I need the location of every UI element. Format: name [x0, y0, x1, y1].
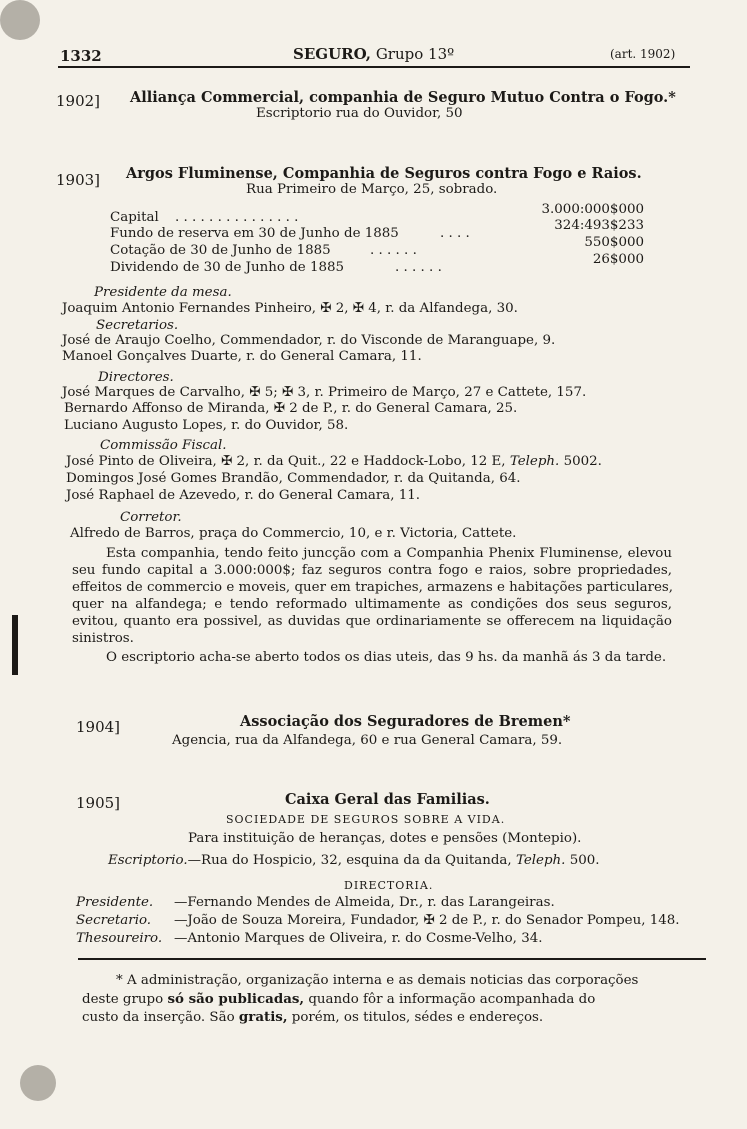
finance-value: 3.000:000$000	[541, 202, 644, 217]
officer-text: —Antonio Marques de Oliveira, r. do Cosme-Velho, 34.	[174, 931, 543, 946]
entry-name: Associação dos Seguradores de Bremen*	[240, 713, 571, 730]
office-hours: O escriptorio acha-se aberto todos os dias uteis, das 9 hs. da manhã ás 3 da tarde.	[106, 650, 667, 665]
entry-address: Escriptorio rua do Ouvidor, 50	[256, 106, 463, 121]
secretario-line: José de Araujo Coelho, Commendador, r. do Visconde de Maranguape, 9.	[62, 333, 556, 348]
section-heading-directores: Directores.	[98, 370, 174, 385]
finance-label: Fundo de reserva em 30 de Junho de 1885	[110, 226, 399, 241]
entry-number: 1904]	[76, 718, 121, 736]
finance-value: 26$000	[592, 252, 644, 267]
entry-name: Caixa Geral das Familias.	[285, 791, 490, 808]
officer-text: —João de Souza Moreira, Fundador, ✠ 2 de P., r. do Senador Pompeu, 148.	[174, 913, 680, 928]
ink-stain-bottom-left	[20, 1065, 56, 1101]
section-heading-presidente: Presidente da mesa.	[94, 285, 232, 300]
margin-mark	[12, 615, 18, 675]
secretario-line: Manoel Gonçalves Duarte, r. do General Camara, 11.	[62, 349, 422, 364]
finance-label: Dividendo de 30 de Junho de 1885	[110, 260, 345, 275]
entry-address: Rua Primeiro de Março, 25, sobrado.	[246, 182, 498, 197]
entry-office: Escriptorio.—Rua do Hospicio, 32, esquina da da Quitanda, Teleph. 500.	[108, 853, 600, 868]
officer-text: —Fernando Mendes de Almeida, Dr., r. das Larangeiras.	[174, 895, 555, 910]
director-line: Luciano Augusto Lopes, r. do Ouvidor, 58.	[64, 418, 349, 433]
page-number: 1332	[60, 47, 102, 65]
director-line: Bernardo Affonso de Miranda, ✠ 2 de P., r. do General Camara, 25.	[64, 401, 518, 416]
entry-subtitle: SOCIEDADE DE SEGUROS SOBRE A VIDA.	[226, 813, 506, 826]
officer-role: Presidente.	[76, 895, 154, 910]
finance-value: 550$000	[584, 235, 644, 250]
entry-name: Alliança Commercial, companhia de Seguro Mutuo Contra o Fogo.*	[130, 89, 676, 106]
finance-leader: . . . . . . . . . . . . . . .	[175, 210, 299, 225]
footnote-line: custo da inserção. São gratis, porém, os titulos, sédes e endereços.	[82, 1009, 544, 1025]
corretor-line: Alfredo de Barros, praça do Commercio, 10, e r. Victoria, Cattete.	[70, 526, 517, 541]
commissao-line: Domingos José Gomes Brandão, Commendador, r. da Quitanda, 64.	[66, 471, 521, 486]
section-heading-commissao: Commissão Fiscal.	[100, 438, 227, 453]
footnote-line: deste grupo só são publicadas, quando fôr a informação acompanhada do	[82, 991, 596, 1007]
commissao-line: José Raphael de Azevedo, r. do General Camara, 11.	[66, 488, 421, 503]
paragraph-line: quer na alfandega; e tendo reformado ultimamente as condições dos seus seguros,	[72, 597, 672, 612]
presidente-line: Joaquim Antonio Fernandes Pinheiro, ✠ 2, ✠ 4, r. da Alfandega, 30.	[62, 301, 518, 316]
section-heading-directoria: DIRECTORIA.	[344, 879, 434, 892]
finance-label: Cotação de 30 de Junho de 1885	[110, 243, 331, 258]
paragraph-line: evitou, quanto era possivel, as duvidas que ordinariamente se offerecem na liquidação	[72, 614, 672, 629]
section-heading-secretarios: Secretarios.	[96, 318, 179, 333]
ink-stain-top-left	[0, 0, 40, 40]
commissao-line: José Pinto de Oliveira, ✠ 2, r. da Quit., 22 e Haddock-Lobo, 12 E, Teleph. 5002.	[66, 454, 602, 469]
finance-leader: . . . . . .	[395, 260, 442, 275]
article-range: (art. 1902)	[610, 47, 676, 61]
paragraph-line: effeitos de commercio e moveis, quer em trapiches, armazens e habitações particulares,	[72, 580, 674, 595]
footnote-line: * A administração, organização interna e as demais noticias das corporações	[116, 973, 639, 988]
entry-name: Argos Fluminense, Companhia de Seguros contra Fogo e Raios.	[126, 165, 642, 182]
finance-leader: . . . . . .	[370, 243, 417, 258]
entry-purpose: Para instituição de heranças, dotes e pensões (Montepio).	[188, 831, 582, 846]
paragraph-line: Esta companhia, tendo feito juncção com a Companhia Phenix Fluminense, elevou	[106, 546, 672, 561]
paragraph-line: seu fundo capital a 3.000:000$; faz seguros contra fogo e raios, sobre propriedades,	[72, 563, 672, 578]
director-line: José Marques de Carvalho, ✠ 5; ✠ 3, r. Primeiro de Março, 27 e Cattete, 157.	[62, 385, 587, 400]
finance-value: 324:493$233	[554, 218, 644, 233]
officer-role: Secretario.	[76, 913, 152, 928]
finance-label: Capital	[110, 210, 159, 225]
section-heading-corretor: Corretor.	[120, 510, 182, 525]
officer-role: Thesoureiro.	[76, 931, 163, 946]
paragraph-line: sinistros.	[72, 631, 134, 646]
entry-number: 1902]	[56, 92, 101, 110]
finance-leader: . . . .	[440, 226, 470, 241]
entry-address: Agencia, rua da Alfandega, 60 e rua General Camara, 59.	[172, 733, 563, 748]
entry-number: 1903]	[56, 171, 101, 189]
header-rule	[58, 66, 690, 68]
entry-number: 1905]	[76, 794, 121, 812]
running-title: SEGURO, Grupo 13º	[293, 45, 455, 63]
footnote-rule	[78, 958, 706, 960]
